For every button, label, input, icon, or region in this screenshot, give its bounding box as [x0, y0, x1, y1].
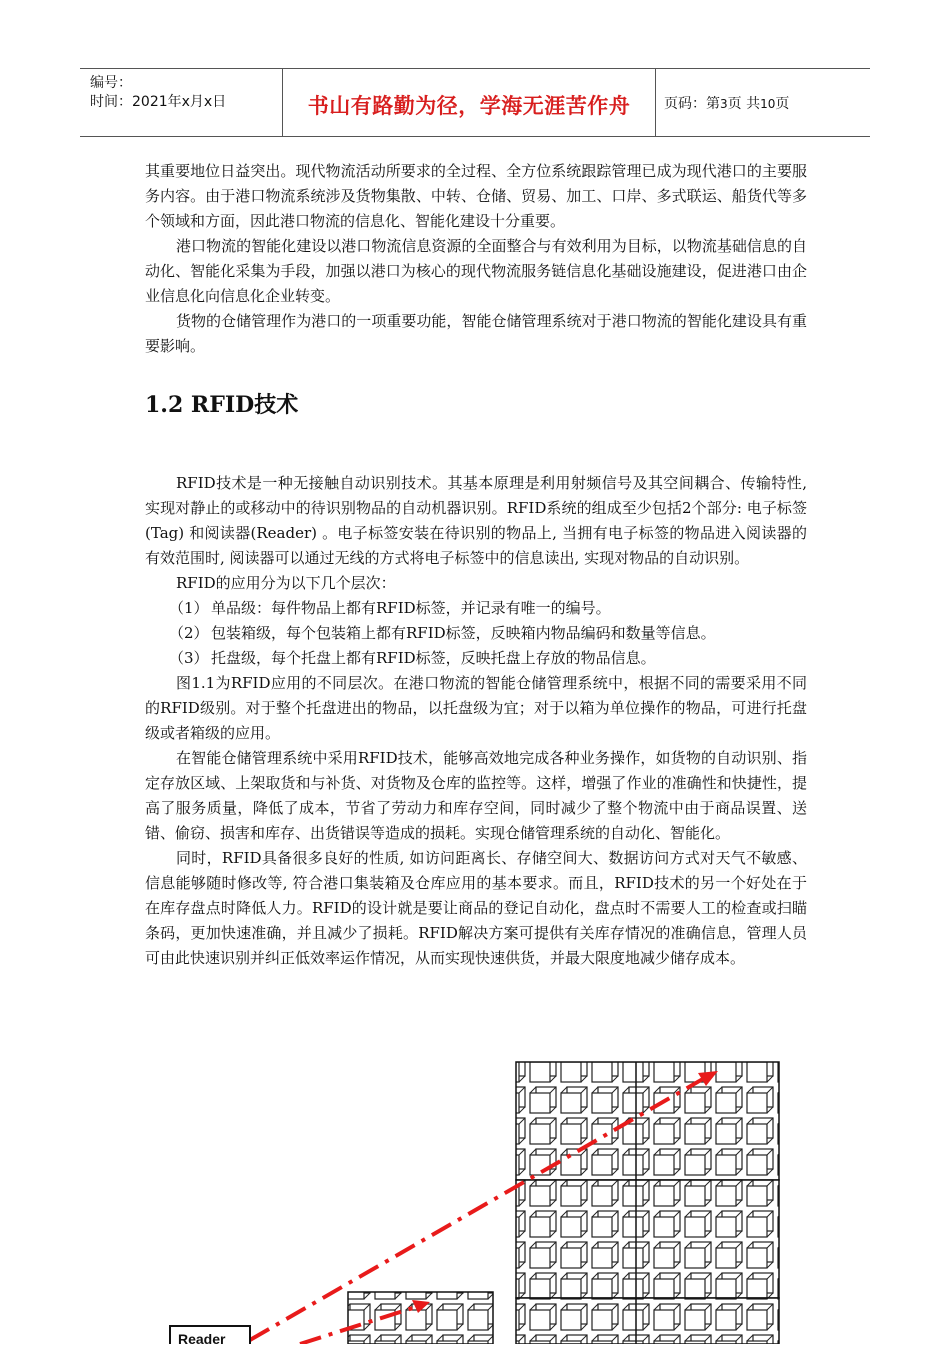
pallet-stack-lower	[516, 1298, 779, 1344]
page-current: 3	[720, 97, 728, 111]
page-header	[80, 68, 870, 137]
rfid-text	[145, 471, 807, 971]
paragraph: 其重要地位日益突出。现代物流活动所要求的全过程、全方位系统跟踪管理已成为现代港口的主要服务内容。由于港口物流系统涉及货物集散、中转、仓储、贸易、加工、口岸、多式联运、船货代等多个领域和方面，因此港口物流的信息化、智能化建设十分重要。	[145, 162, 807, 230]
list-item	[145, 646, 807, 671]
small-pallet	[348, 1292, 493, 1344]
list-text: 托盘级，每个托盘上都有RFID标签，反映托盘上存放的物品信息。	[211, 649, 656, 667]
document-number: 编号：	[90, 75, 132, 91]
paragraph: 同时，RFID具备很多良好的性质, 如访问距离长、存储空间大、数据访问方式对天气不敏感、信息能够随时修改等, 符合港口集装箱及仓库应用的基本要求。而且，RFID技术的另一个好处在于在库存盘点时降低人力。RFID的设计就是要让商品的登记自动化，盘点时不需要人工的检查或扫瞄条码，更加快速准确，并且减少了损耗。RFID解决方案可提供有关库存情况的准确信息，管理人员可由此快速识别并纠正低效率运作情况，从而实现快速供货，并最大限度地减少储存成本。	[145, 849, 807, 967]
page-number	[664, 93, 789, 113]
list-number: （1）	[169, 599, 209, 617]
list-text: 单品级：每件物品上都有RFID标签，并记录有唯一的编号。	[211, 599, 611, 617]
list-text: 包装箱级，每个包装箱上都有RFID标签，反映箱内物品编码和数量等信息。	[211, 624, 716, 642]
rfid-figure-illustration	[0, 1040, 950, 1344]
header-motto: 书山有路勤为径，学海无涯苦作舟	[307, 93, 631, 118]
paragraph: 港口物流的智能化建设以港口物流信息资源的全面整合与有效利用为目标，以物流基础信息的自动化、智能化采集为手段，加强以港口为核心的现代物流服务链信息化基础设施建设，促进港口由企业信息化向信息化企业转变。	[145, 237, 807, 305]
header-meta-cell	[80, 69, 283, 136]
page-total: 10	[760, 97, 776, 111]
intro-text	[145, 159, 807, 359]
list-number: （3）	[169, 649, 209, 667]
reader-label: Reader	[178, 1331, 226, 1344]
list-item	[145, 621, 807, 646]
paragraph: 货物的仓储管理作为港口的一项重要功能，智能仓储管理系统对于港口物流的智能化建设具有重要影响。	[145, 312, 807, 355]
header-page-cell	[656, 69, 870, 136]
paragraph: RFID技术是一种无接触自动识别技术。其基本原理是利用射频信号及其空间耦合、传输特性, 实现对静止的或移动中的待识别物品的自动机器识别。RFID系统的组成至少包括2个部分: 电子标签(Tag) 和阅读器(Reader) 。电子标签安装在待识别的物品上, 当拥有电子标签的物品进入阅读器的有效范围时, 阅读器可以通过无线的方式将电子标签中的信息读出, 实现对物品的自动识别。	[145, 474, 807, 567]
paragraph: RFID的应用分为以下几个层次：	[176, 574, 396, 592]
rfid-levels-figure	[0, 1040, 950, 1344]
paragraph: 图1.1为RFID应用的不同层次。在港口物流的智能仓储管理系统中，根据不同的需要采用不同的RFID级别。对于整个托盘进出的物品，以托盘级为宜；对于以箱为单位操作的物品，可进行托盘级或者箱级的应用。	[145, 674, 807, 742]
list-item	[145, 596, 807, 621]
page-suffix: 页	[775, 96, 790, 112]
paragraph: 在智能仓储管理系统中采用RFID技术，能够高效地完成各种业务操作，如货物的自动识别、指定存放区域、上架取货和与补货、对货物及仓库的监控等。这样，增强了作业的准确性和快捷性，提高了服务质量，降低了成本，节省了劳动力和库存空间，同时减少了整个物流中由于商品误置、送错、偷窃、损害和库存、出货错误等造成的损耗。实现仓储管理系统的自动化、智能化。	[145, 749, 807, 842]
section-heading: 1.2 RFID技术	[145, 392, 299, 418]
page-prefix: 页码：第	[664, 96, 720, 112]
page-mid: 页 共	[727, 96, 761, 112]
list-number: （2）	[169, 624, 209, 642]
document-date: 时间：2021年x月x日	[90, 94, 227, 110]
reader-device	[170, 1326, 250, 1344]
pallet-stack-middle	[516, 1180, 779, 1298]
header-motto-cell	[283, 69, 656, 136]
